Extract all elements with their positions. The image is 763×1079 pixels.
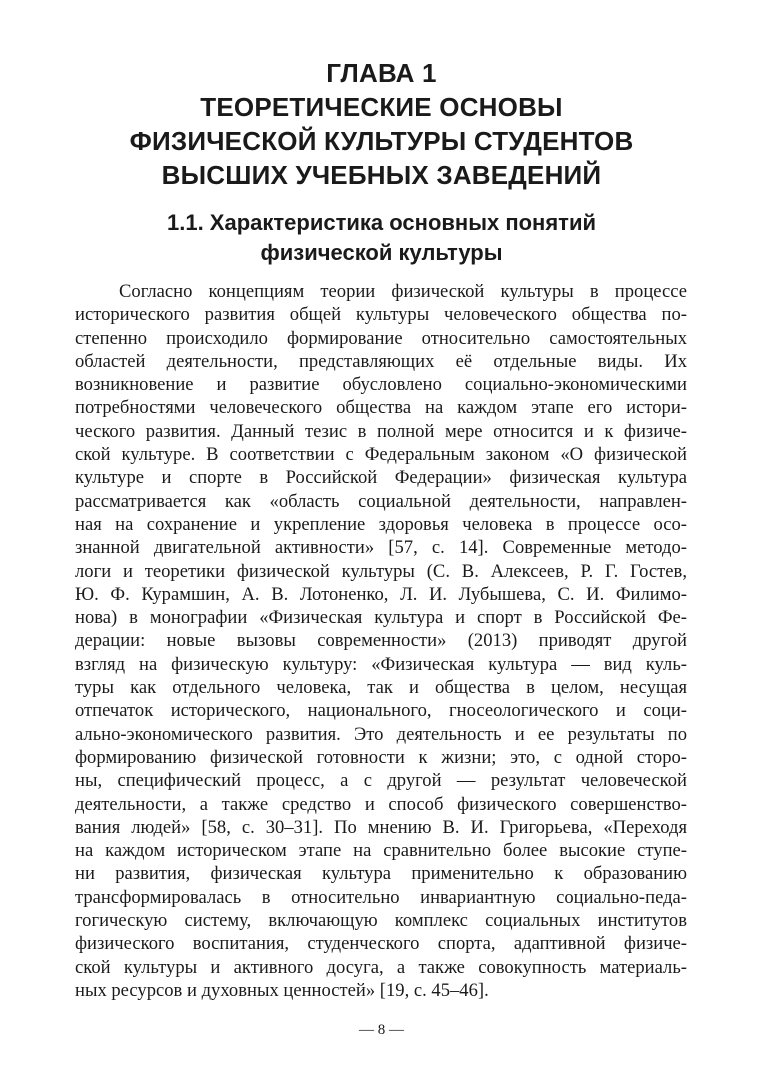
text-line: отпечаток исторического, национального, гносеологического и соци- [75, 700, 687, 722]
section-heading-line: 1.1. Характеристика основных понятий [167, 210, 596, 235]
text-line: ная на сохранение и укрепление здоровья человека в процессе осо- [75, 513, 687, 535]
text-line: на каждом историческом этапе на сравнительно более высокие ступе- [75, 840, 687, 862]
text-line: степенно происходило формирование относительно самостоятельных [75, 327, 687, 349]
section-heading [0, 208, 763, 268]
text-line: гогическую систему, включающую комплекс социальных институтов [75, 910, 687, 932]
section-heading-line: физической культуры [260, 240, 503, 265]
text-line: ческого развития. Данный тезис в полной мере относится и к физиче- [75, 420, 687, 442]
text-line: дерации: новые вызовы современности» (2013) приводят другой [75, 630, 687, 652]
chapter-heading-line: ВЫСШИХ УЧЕБНЫХ ЗАВЕДЕНИЙ [161, 160, 602, 190]
text-line: логи и теоретики физической культуры (С. В. Алексеев, Р. Г. Гостев, [75, 560, 687, 582]
text-line: потребностями человеческого общества на каждом этапе его истори- [75, 397, 687, 419]
body-paragraph [75, 280, 687, 1002]
text-line: нова) в монографии «Физическая культура и спорт в Российской Фе- [75, 607, 687, 629]
chapter-heading [0, 56, 763, 192]
text-line: возникновение и развитие обусловлено социально-экономическими [75, 374, 687, 396]
text-line: ни развития, физическая культура применительно к образованию [75, 863, 687, 885]
text-line: Ю. Ф. Курамшин, А. В. Лотоненко, Л. И. Лубышева, С. И. Филимо- [75, 583, 687, 605]
chapter-heading-line: ТЕОРЕТИЧЕСКИЕ ОСНОВЫ [200, 92, 563, 122]
text-line: культуре и спорте в Российской Федерации» физическая культура [75, 467, 687, 489]
chapter-heading-line: ФИЗИЧЕСКОЙ КУЛЬТУРЫ СТУДЕНТОВ [129, 126, 634, 156]
text-line: ской культуре. В соответствии с Федеральным законом «О физической [75, 444, 687, 466]
text-line: Согласно концепциям теории физической культуры в процессе [119, 281, 687, 302]
text-line: формированию физической готовности к жизни; это, с одной сторо- [75, 746, 687, 768]
chapter-heading-line: ГЛАВА 1 [326, 58, 437, 88]
text-line: исторического развития общей культуры человеческого общества по- [75, 304, 687, 326]
text-line: физического воспитания, студенческого спорта, адаптивной физиче- [75, 933, 687, 955]
text-line: ны, специфический процесс, а с другой — результат человеческой [75, 770, 687, 792]
text-line: рассматривается как «область социальной деятельности, направлен- [75, 490, 687, 512]
text-line: туры как отдельного человека, так и общества в целом, несущая [75, 677, 687, 699]
text-line: ально-экономического развития. Это деятельность и ее результаты по [75, 723, 687, 745]
text-line: вания людей» [58, с. 30–31]. По мнению В. И. Григорьева, «Переходя [75, 816, 687, 838]
text-line: трансформировалась в относительно инвариантную социально-педа- [75, 886, 687, 908]
text-line: взгляд на физическую культуру: «Физическая культура — вид куль- [75, 653, 687, 675]
text-line: ской культуры и активного досуга, а также совокупность материаль- [75, 956, 687, 978]
page-number: — 8 — [359, 1022, 404, 1038]
text-line: ных ресурсов и духовных ценностей» [19, с. 45–46]. [75, 979, 489, 1001]
text-line: деятельности, а также средство и способ физического совершенство- [75, 793, 687, 815]
text-line: областей деятельности, представляющих её отдельные виды. Их [75, 350, 687, 372]
text-line: знанной двигательной активности» [57, с. 14]. Современные методо- [75, 537, 687, 559]
